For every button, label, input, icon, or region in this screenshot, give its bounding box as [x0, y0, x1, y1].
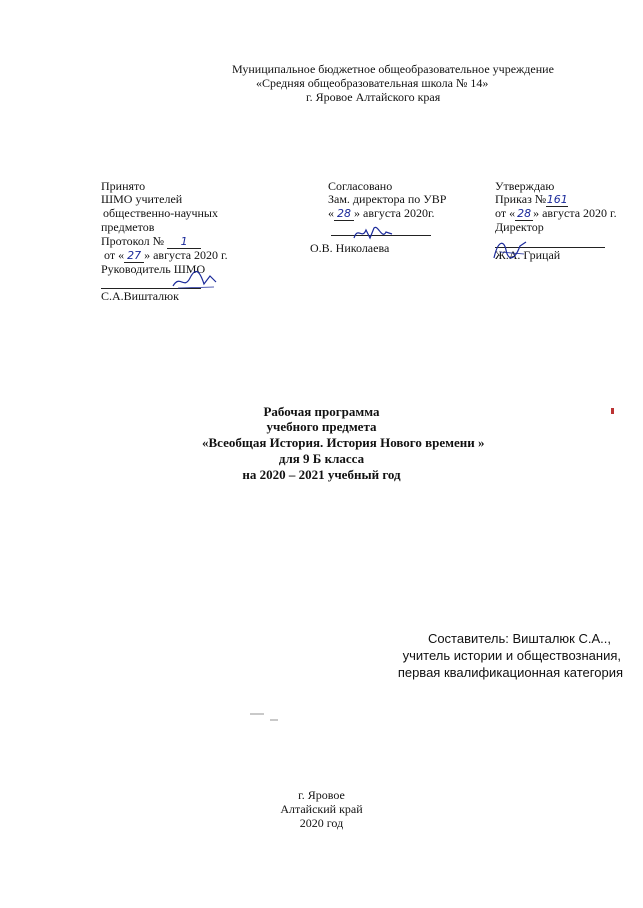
approved-signer-name: Ж.А. Грицай [495, 248, 561, 262]
order-number-field [546, 193, 568, 207]
protocol-label: Протокол № [101, 234, 165, 248]
agreed-position: Зам. директора по УВР [328, 192, 447, 206]
scan-artifact [611, 408, 614, 414]
signature-accepted-icon [170, 268, 220, 294]
school-name-line: «Средняя общеобразовательная школа № 14» [256, 76, 489, 90]
approved-order [495, 193, 568, 207]
accepted-committee-subject-end: предметов [101, 220, 155, 234]
order-number: 161 [546, 193, 568, 206]
agreed-date [328, 207, 435, 221]
approved-date [495, 207, 617, 221]
signature-agreed-icon [352, 222, 394, 244]
title-program: Рабочая программа [263, 404, 380, 419]
footer-region: Алтайский край [280, 802, 363, 816]
author-name: Составитель: Вишталюк С.А.., [427, 631, 611, 646]
title-year: на 2020 – 2021 учебный год [242, 467, 401, 482]
protocol-number: 1 [180, 235, 188, 248]
accepted-protocol [101, 235, 201, 249]
scan-artifact [270, 719, 278, 721]
approved-date-day-field [515, 207, 533, 221]
accepted-date-suffix: » августа 2020 г. [144, 248, 228, 262]
protocol-number-field [167, 235, 201, 249]
scan-artifact [250, 713, 264, 715]
title-class: для 9 Б класса [278, 451, 365, 466]
approved-heading: Утверждаю [495, 179, 555, 193]
accepted-signer-name: С.А.Вишталюк [101, 289, 179, 303]
signature-approved-icon [490, 236, 530, 264]
accepted-role: Руководитель ШМО [101, 262, 206, 276]
approved-date-day: 28 [517, 207, 532, 220]
agreed-heading: Согласовано [328, 179, 393, 193]
agreed-date-day: 28 [337, 207, 351, 220]
accepted-heading: Принято [101, 179, 146, 193]
school-type-line: Муниципальное бюджетное общеобразовательное учреждение [232, 62, 554, 76]
accepted-committee-subject: общественно-научных [103, 206, 218, 220]
accepted-date-prefix: от « [104, 248, 125, 262]
approved-date-suffix: » августа 2020 г. [533, 206, 617, 220]
school-location-line: г. Яровое Алтайского края [306, 90, 441, 104]
footer-year: 2020 год [299, 816, 344, 830]
title-subject: учебного предмета [266, 419, 377, 434]
author-position: учитель истории и обществознания, [402, 648, 621, 663]
author-category: первая квалификационная категория [397, 665, 623, 680]
accepted-date-day-field [124, 249, 144, 263]
accepted-committee: ШМО учителей [101, 192, 183, 206]
agreed-signer-name: О.В. Николаева [310, 241, 390, 255]
agreed-date-suffix: » августа 2020г. [354, 206, 435, 220]
agreed-date-prefix: « [328, 206, 334, 220]
agreed-date-day-field [334, 207, 354, 221]
approved-date-prefix: от « [495, 206, 516, 220]
approved-role: Директор [495, 220, 544, 234]
accepted-date-day: 27 [127, 249, 142, 262]
accepted-date [104, 249, 228, 263]
title-course: «Всеобщая История. История Нового времени » [202, 435, 485, 450]
order-label: Приказ № [495, 192, 547, 206]
footer-city: г. Яровое [298, 788, 345, 802]
